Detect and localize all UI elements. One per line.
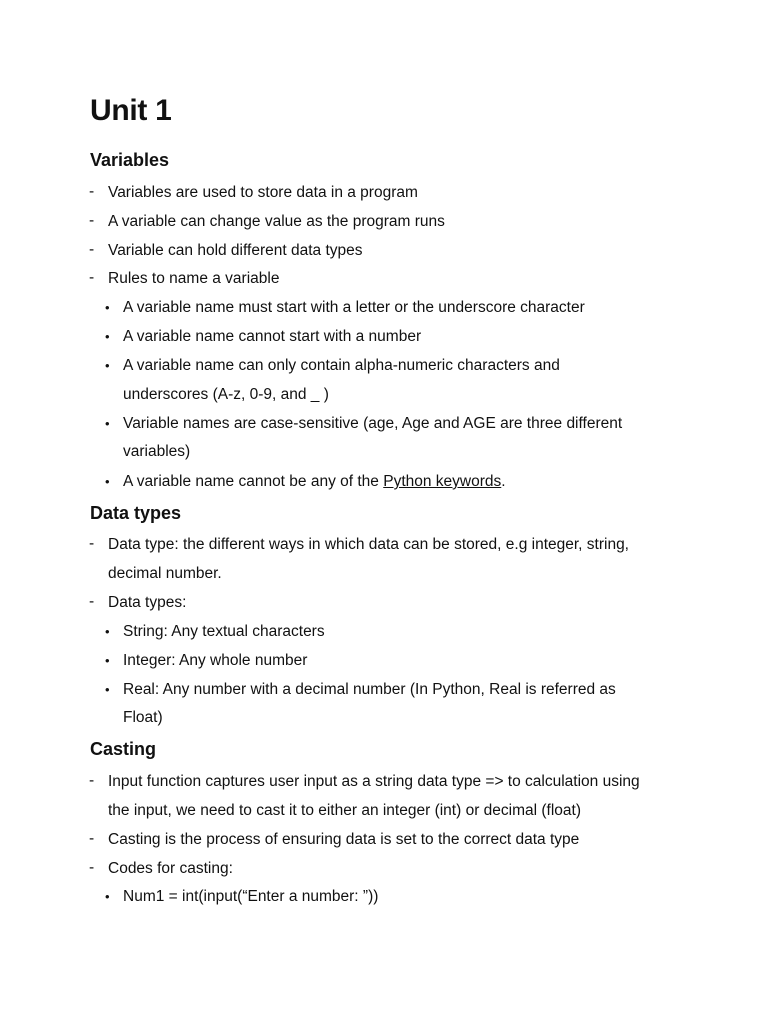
dash-marker: - [89,830,95,847]
page-title: Unit 1 [90,94,172,127]
bullet-marker: • [105,682,110,697]
sub-list-item: Integer: Any whole number [123,652,308,669]
dash-marker: - [89,772,95,789]
section-heading-variables: Variables [90,150,170,170]
code-example: Num1 = int(input(“Enter a number: ”)) [123,888,379,905]
list-item: Data type: the different ways in which data can be stored, e.g integer, string, [108,536,629,553]
sub-list-item: A variable name cannot start with a number [123,328,422,345]
bullet-marker: • [105,300,110,315]
list-item: Codes for casting: [108,860,233,877]
dash-marker: - [89,241,95,258]
list-item: Data types: [108,594,187,611]
sentence-period: . [501,473,506,490]
sub-list-item-continuation: underscores (A-z, 0-9, and _ ) [123,386,329,403]
bullet-marker: • [105,329,110,344]
sub-list-item-continuation: Float) [123,709,163,726]
bullet-marker: • [105,889,110,904]
dash-marker: - [89,535,95,552]
list-item: Variable can hold different data types [108,242,363,259]
bullet-marker: • [105,474,110,489]
list-item-continuation: the input, we need to cast it to either an integer (int) or decimal (float) [108,802,581,819]
bullet-marker: • [105,358,110,373]
dash-marker: - [89,183,95,200]
bullet-marker: • [105,653,110,668]
python-keywords-link[interactable]: Python keywords [383,473,502,490]
dash-marker: - [89,212,95,229]
sub-list-item: String: Any textual characters [123,623,325,640]
bullet-marker: • [105,416,110,431]
list-item: A variable can change value as the program runs [108,213,445,230]
list-item: Casting is the process of ensuring data is set to the correct data type [108,831,580,848]
sub-list-item-continuation: variables) [123,443,191,460]
dash-marker: - [89,269,95,286]
sub-list-item: Real: Any number with a decimal number (In Python, Real is referred as [123,681,616,698]
bullet-marker: • [105,624,110,639]
list-item: Rules to name a variable [108,270,280,287]
list-item: Input function captures user input as a string data type => to calculation using [108,773,640,790]
sub-list-item: A variable name can only contain alpha-numeric characters and [123,357,560,374]
dash-marker: - [89,859,95,876]
section-heading-data-types: Data types [90,503,182,523]
list-item: Variables are used to store data in a program [108,184,418,201]
sub-list-item-text: A variable name cannot be any of the [123,473,384,490]
list-item-continuation: decimal number. [108,565,222,582]
dash-marker: - [89,593,95,610]
sub-list-item [123,472,506,492]
sub-list-item: Variable names are case-sensitive (age, Age and AGE are three different [123,415,623,432]
sub-list-item: A variable name must start with a letter or the underscore character [123,299,585,316]
section-heading-casting: Casting [90,739,157,759]
